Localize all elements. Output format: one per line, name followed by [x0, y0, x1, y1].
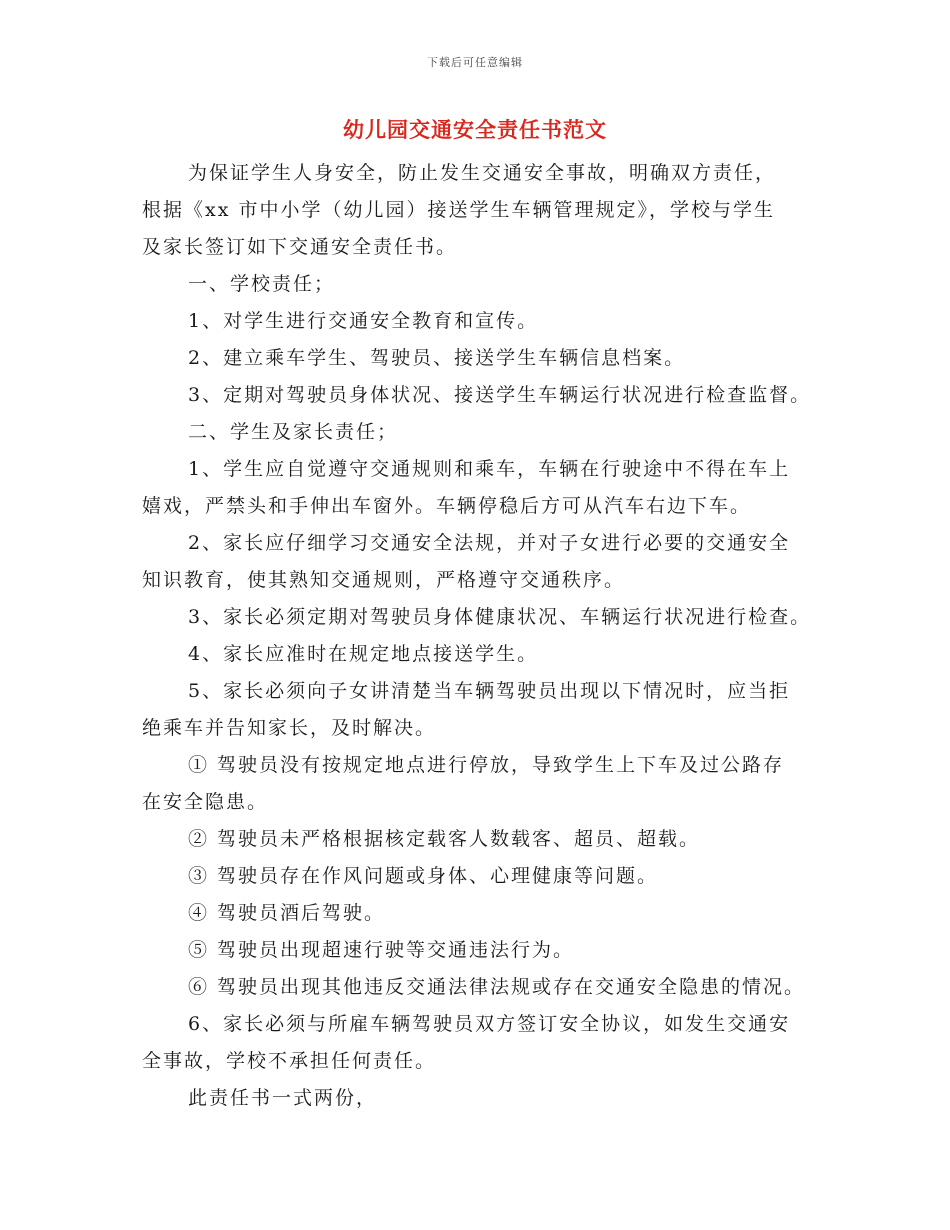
- header-note: 下载后可任意编辑: [427, 56, 523, 69]
- line: 全事故，学校不承担任何责任。: [142, 1050, 437, 1072]
- line: 知识教育，使其熟知交通规则，严格遵守交通秩序。: [142, 569, 626, 591]
- line: 1、对学生进行交通安全教育和宣传。: [188, 310, 539, 332]
- line: ⑤ 驾驶员出现超速行驶等交通违法行为。: [188, 939, 575, 961]
- line: 2、家长应仔细学习交通安全法规，并对子女进行必要的交通安全: [188, 532, 791, 554]
- line: 5、家长必须向子女讲清楚当车辆驾驶员出现以下情况时，应当拒: [188, 680, 791, 702]
- line: ③ 驾驶员存在作风问题或身体、心理健康等问题。: [188, 865, 659, 887]
- paragraph-subitem: [142, 821, 822, 858]
- line: ⑥ 驾驶员出现其他违反交通法律法规或存在交通安全隐患的情况。: [188, 976, 806, 998]
- line: 在安全隐患。: [142, 791, 269, 813]
- line: 4、家长应准时在规定地点接送学生。: [188, 643, 539, 665]
- document-body: [142, 155, 822, 1117]
- line: ④ 驾驶员酒后驾驶。: [188, 902, 386, 924]
- paragraph-closing: [142, 1080, 822, 1117]
- line: ② 驾驶员未严格根据核定载客人数载客、超员、超载。: [188, 828, 701, 850]
- line: 及家长签订如下交通安全责任书。: [142, 236, 458, 258]
- document-title: 幼儿园交通安全责任书范文: [343, 117, 607, 142]
- line: 绝乘车并告知家长，及时解决。: [142, 717, 437, 739]
- line: 根据《xx 市中小学（幼儿园）接送学生车辆管理规定》，学校与学生: [142, 199, 775, 221]
- section-heading-school: [142, 266, 822, 303]
- paragraph-item: [142, 636, 822, 673]
- line: 为保证学生人身安全，防止发生交通安全事故，明确双方责任，: [188, 162, 777, 184]
- paragraph-item: [142, 340, 822, 377]
- paragraph-item: [142, 599, 822, 636]
- section-heading-parents: [142, 414, 822, 451]
- paragraph-subitem: [142, 747, 822, 821]
- paragraph-item: [142, 377, 822, 414]
- line: 2、建立乘车学生、驾驶员、接送学生车辆信息档案。: [188, 347, 686, 369]
- paragraph-item: [142, 673, 822, 747]
- line: 此责任书一式两份，: [188, 1087, 378, 1109]
- paragraph-subitem: [142, 858, 822, 895]
- line: 二、学生及家长责任；: [188, 421, 399, 443]
- line: 6、家长必须与所雇车辆驾驶员双方签订安全协议，如发生交通安: [188, 1013, 791, 1035]
- line: 嬉戏，严禁头和手伸出车窗外。车辆停稳后方可从汽车右边下车。: [142, 495, 752, 517]
- paragraph-item: [142, 525, 822, 599]
- line: 1、学生应自觉遵守交通规则和乘车，车辆在行驶途中不得在车上: [188, 458, 791, 480]
- paragraph-subitem: [142, 895, 822, 932]
- paragraph-intro: [142, 155, 822, 266]
- line: 一、学校责任；: [188, 273, 336, 295]
- paragraph-item: [142, 303, 822, 340]
- line: ① 驾驶员没有按规定地点进行停放，导致学生上下车及过公路存: [188, 754, 785, 776]
- paragraph-subitem: [142, 969, 822, 1006]
- line: 3、家长必须定期对驾驶员身体健康状况、车辆运行状况进行检查。: [188, 606, 812, 628]
- paragraph-subitem: [142, 932, 822, 969]
- paragraph-item: [142, 1006, 822, 1080]
- line: 3、定期对驾驶员身体状况、接送学生车辆运行状况进行检查监督。: [188, 384, 812, 406]
- paragraph-item: [142, 451, 822, 525]
